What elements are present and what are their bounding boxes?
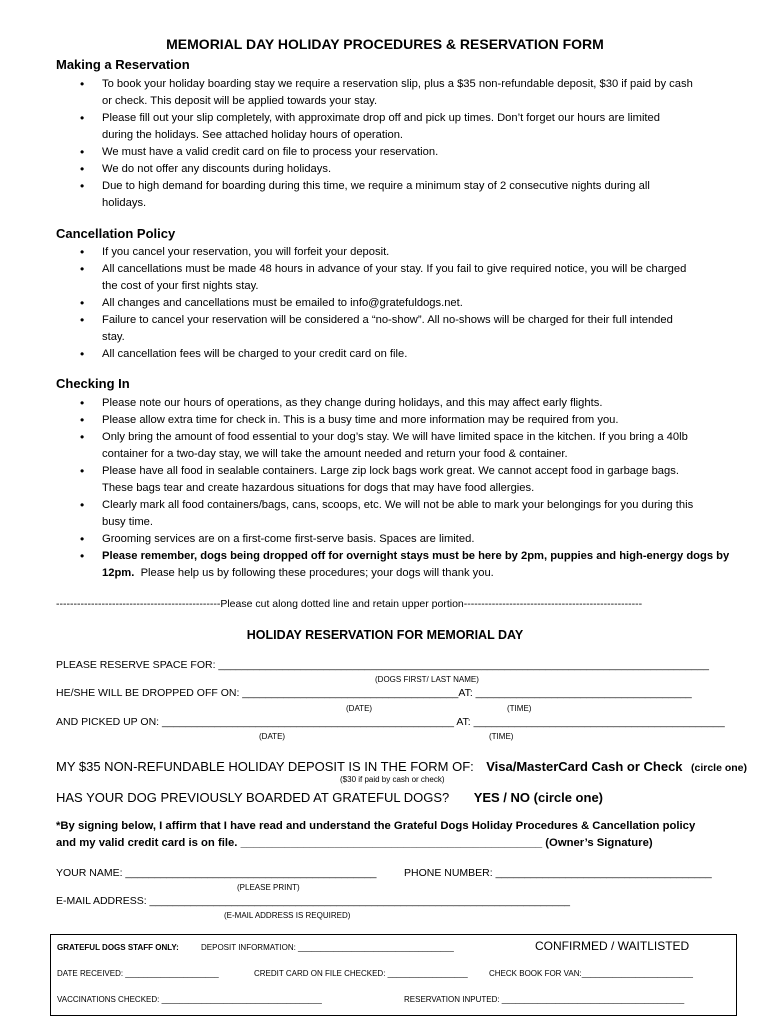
list-item: • All changes and cancellations must be emailed to info@gratefuldogs.net. — [80, 295, 752, 312]
deposit-hint: ($30 if paid by cash or check) — [340, 775, 445, 784]
email-required-hint: (E-MAIL ADDRESS IS REQUIRED) — [224, 911, 351, 920]
boarded-label: HAS YOUR DOG PREVIOUSLY BOARDED AT GRATEFUL DOGS? — [56, 790, 450, 805]
list-item: • Please fill out your slip completely, with approximate drop off and pick up times. Don’t forget our hours are limited during the holidays. See attached holiday hours of operation. — [80, 110, 752, 144]
date-received-field[interactable]: DATE RECEIVED: _____________________ — [57, 969, 219, 978]
affirm-line-1: *By signing below, I affirm that I have read and understand the Grateful Dogs Holiday Procedures & Cancellation policy — [56, 820, 696, 832]
list-item: • Please note our hours of operations, as they change during holidays, and this may affect early flights. — [80, 395, 752, 412]
reserve-space-field[interactable]: PLEASE RESERVE SPACE FOR: ____________________________________________________________________________________ — [56, 659, 709, 671]
list-item: • Please remember, dogs being dropped off for overnight stays must be here by 2pm, puppies and high-energy dogs by 12pm. Please help us by following these procedures; your dogs will thank you. — [80, 548, 752, 582]
section-heading-cancellation: Cancellation Policy — [56, 226, 176, 241]
reservation-inputed-field[interactable]: RESERVATION INPUTED: _________________________________________ — [404, 995, 685, 1004]
dropoff-date-hint: (DATE) — [346, 704, 373, 713]
pickup-date-hint: (DATE) — [259, 732, 286, 741]
list-item: • Due to high demand for boarding during this time, we require a minimum stay of 2 consecutive nights during all holidays. — [80, 178, 752, 212]
staff-only-title: GRATEFUL DOGS STAFF ONLY: — [57, 943, 179, 952]
dog-name-hint: (DOGS FIRST/ LAST NAME) — [375, 675, 479, 684]
deposit-label: MY $35 NON-REFUNDABLE HOLIDAY DEPOSIT IS IN THE FORM OF: — [56, 759, 474, 774]
section-heading-making-reservation: Making a Reservation — [56, 57, 190, 72]
list-item: • Grooming services are on a first-come first-serve basis. Spaces are limited. — [80, 531, 752, 548]
form-title: HOLIDAY RESERVATION FOR MEMORIAL DAY — [246, 628, 524, 642]
list-item: • Failure to cancel your reservation will be considered a “no-show”. All no-shows will be charged for their full intended stay. — [80, 312, 752, 346]
check-book-van-field[interactable]: CHECK BOOK FOR VAN:_________________________ — [489, 969, 693, 978]
section-heading-checking-in: Checking In — [56, 376, 130, 391]
list-item: • If you cancel your reservation, you will forfeit your deposit. — [80, 244, 752, 261]
cancellation-list — [80, 244, 752, 363]
owner-signature-field[interactable]: and my valid credit card is on file. ________________________________________________ (Owner’s Signature) — [56, 837, 653, 849]
making-reservation-list — [80, 76, 752, 212]
dropoff-time-hint: (TIME) — [507, 704, 532, 713]
cut-line: -----------------------------------------------Please cut along dotted line and retain upper portion--------------------------------------------------- — [56, 598, 643, 610]
list-item: • We must have a valid credit card on file to process your reservation. — [80, 144, 752, 161]
please-print-hint: (PLEASE PRINT) — [237, 883, 300, 892]
list-item: • To book your holiday boarding stay we require a reservation slip, plus a $35 non-refundable deposit, $30 if paid by cash or check. This deposit will be applied towards your stay. — [80, 76, 752, 110]
list-item: • Please allow extra time for check in. This is a busy time and more information may be required from you. — [80, 412, 752, 429]
list-item: • Only bring the amount of food essential to your dog’s stay. We will have limited space in the kitchen. If you bring a 40lb container for a two-day stay, we will take the amount needed and return your food & container. — [80, 429, 752, 463]
list-item: • All cancellations must be made 48 hours in advance of your stay. If you fail to give required notice, you will be charged the cost of your first nights stay. — [80, 261, 752, 295]
deposit-circle-one: (circle one) — [690, 762, 748, 774]
email-field[interactable]: E-MAIL ADDRESS: ________________________________________________________________________ — [56, 895, 571, 907]
boarded-row — [56, 789, 603, 807]
credit-card-checked-field[interactable]: CREDIT CARD ON FILE CHECKED: __________________ — [254, 969, 468, 978]
deposit-information-field[interactable]: DEPOSIT INFORMATION: ___________________________________ — [201, 943, 454, 952]
deposit-row — [56, 758, 747, 776]
list-item: • We do not offer any discounts during holidays. — [80, 161, 752, 178]
confirmed-waitlisted-options[interactable]: CONFIRMED / WAITLISTED — [535, 939, 690, 953]
phone-number-field[interactable]: PHONE NUMBER: _____________________________________ — [404, 867, 712, 879]
list-item: • All cancellation fees will be charged to your credit card on file. — [80, 346, 752, 363]
checking-in-list — [80, 395, 752, 582]
page-title: MEMORIAL DAY HOLIDAY PROCEDURES & RESERVATION FORM — [166, 36, 604, 52]
deposit-options[interactable]: Visa/MasterCard Cash or Check — [486, 759, 683, 774]
pickup-field[interactable]: AND PICKED UP ON: __________________________________________________ AT: ___________________________________________ — [56, 716, 725, 728]
list-item: • Clearly mark all food containers/bags, cans, scoops, etc. We will not be able to mark your belongings for you during this busy time. — [80, 497, 752, 531]
boarded-options[interactable]: YES / NO (circle one) — [473, 790, 604, 805]
list-item: • Please have all food in sealable containers. Large zip lock bags work great. We cannot accept food in garbage bags. These bags tear and create hazardous situations for dogs that may have food allergies. — [80, 463, 752, 497]
pickup-time-hint: (TIME) — [489, 732, 514, 741]
your-name-field[interactable]: YOUR NAME: ___________________________________________ — [56, 867, 377, 879]
dropoff-field[interactable]: HE/SHE WILL BE DROPPED OFF ON: _____________________________________AT: _____________________________________ — [56, 687, 692, 699]
vaccinations-checked-field[interactable]: VACCINATIONS CHECKED: ____________________________________ — [57, 995, 322, 1004]
